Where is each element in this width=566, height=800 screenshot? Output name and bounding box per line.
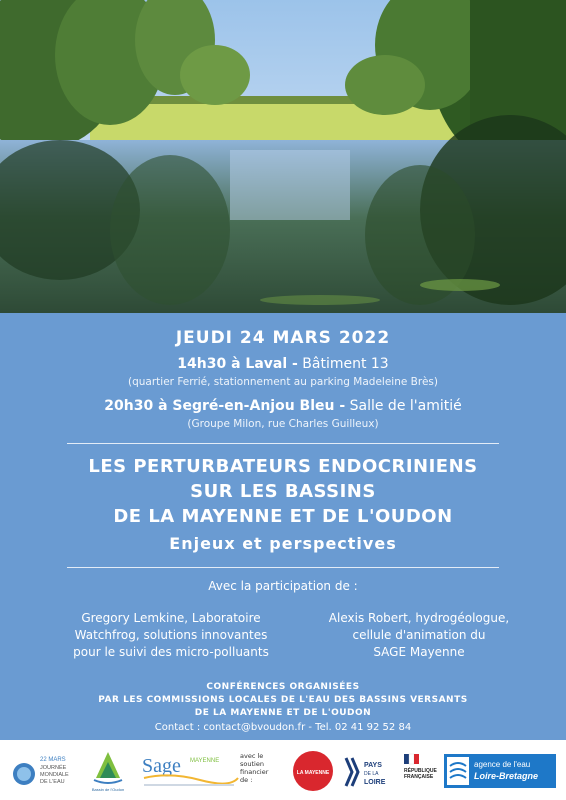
session-segre-place: Salle de l'amitié [345,398,462,414]
event-date: JEUDI 24 MARS 2022 [175,328,391,348]
title-line-3: DE LA MAYENNE ET DE L'OUDON [113,506,453,527]
republique-francaise-logo [402,752,442,792]
pays-line: DE LA [364,771,379,777]
session-segre-note: (Groupe Milon, rue Charles Guilleux) [187,418,379,430]
sage-label: Sage [142,755,181,777]
agence-line: Loire-Bretagne [474,771,539,781]
speaker-left-line: Watchfrog, solutions innovantes [74,628,268,642]
speaker-left-line: pour le suivi des micro-polluants [73,645,269,659]
journee-line: MONDIALE [40,772,69,778]
session-laval-time: 14h30 à Laval - [177,356,298,372]
bassin-oudon-logo [90,748,126,794]
journee-line: 22 MARS [40,757,66,763]
session-laval-note: (quartier Ferrié, stationnement au parking Madeleine Brès) [128,376,438,388]
title-line-1: LES PERTURBATEURS ENDOCRINIENS [88,456,478,477]
participation-intro: Avec la participation de : [208,579,358,593]
organisers-line-2: PAR LES COMMISSIONS LOCALES DE L'EAU DES BASSINS VERSANTS [98,695,468,705]
speaker-left [40,610,302,661]
support-line: soutien financier [240,760,269,776]
subtitle: Enjeux et perspectives [169,534,397,553]
session-segre [0,398,566,414]
landscape-photo [0,0,566,313]
sage-suffix: MAYENNE [190,758,220,764]
speaker-right [288,610,550,661]
session-laval-place: Bâtiment 13 [297,356,389,372]
session-laval [0,356,566,372]
title-line-2: SUR LES BASSINS [190,481,376,502]
journee-eau-logo [10,750,78,792]
divider-top [67,443,499,444]
partner-logos [0,740,566,800]
mayenne-logo [292,750,334,792]
pays-line: PAYS [364,762,382,769]
support-line: avec le [240,752,264,760]
session-segre-time: 20h30 à Segré-en-Anjou Bleu - [104,398,346,414]
support-line: de : [240,776,253,784]
pays-de-la-loire-logo [342,754,392,790]
mayenne-label: LA MAYENNE [296,770,330,776]
pays-line: LOIRE [364,779,386,786]
republique-line: RÉPUBLIQUE [404,768,437,774]
organisers-line-3: DE LA MAYENNE ET DE L'OUDON [194,708,372,718]
agence-line: agence de l'eau [474,760,531,769]
divider-bottom [67,567,499,568]
agence-eau-logo [444,754,556,788]
speaker-left-line: Gregory Lemkine, Laboratoire [81,611,261,625]
journee-line: DE L'EAU [40,779,65,785]
speaker-right-line: Alexis Robert, hydrogéologue, [328,611,510,625]
support-text [240,752,286,792]
speaker-right-line: SAGE Mayenne [373,645,465,659]
contact-line: Contact : contact@bvoudon.fr - Tel. 02 41 92 52 84 [154,722,412,733]
speaker-right-line: cellule d'animation du [352,628,486,642]
journee-line: JOURNÉE [40,765,67,771]
info-panel [0,313,566,740]
bassin-label: Bassin de l'Oudon [91,787,125,792]
republique-line: FRANÇAISE [404,774,434,780]
sage-mayenne-logo [140,750,240,792]
organisers-line-1: CONFÉRENCES ORGANISÉES [206,682,360,692]
